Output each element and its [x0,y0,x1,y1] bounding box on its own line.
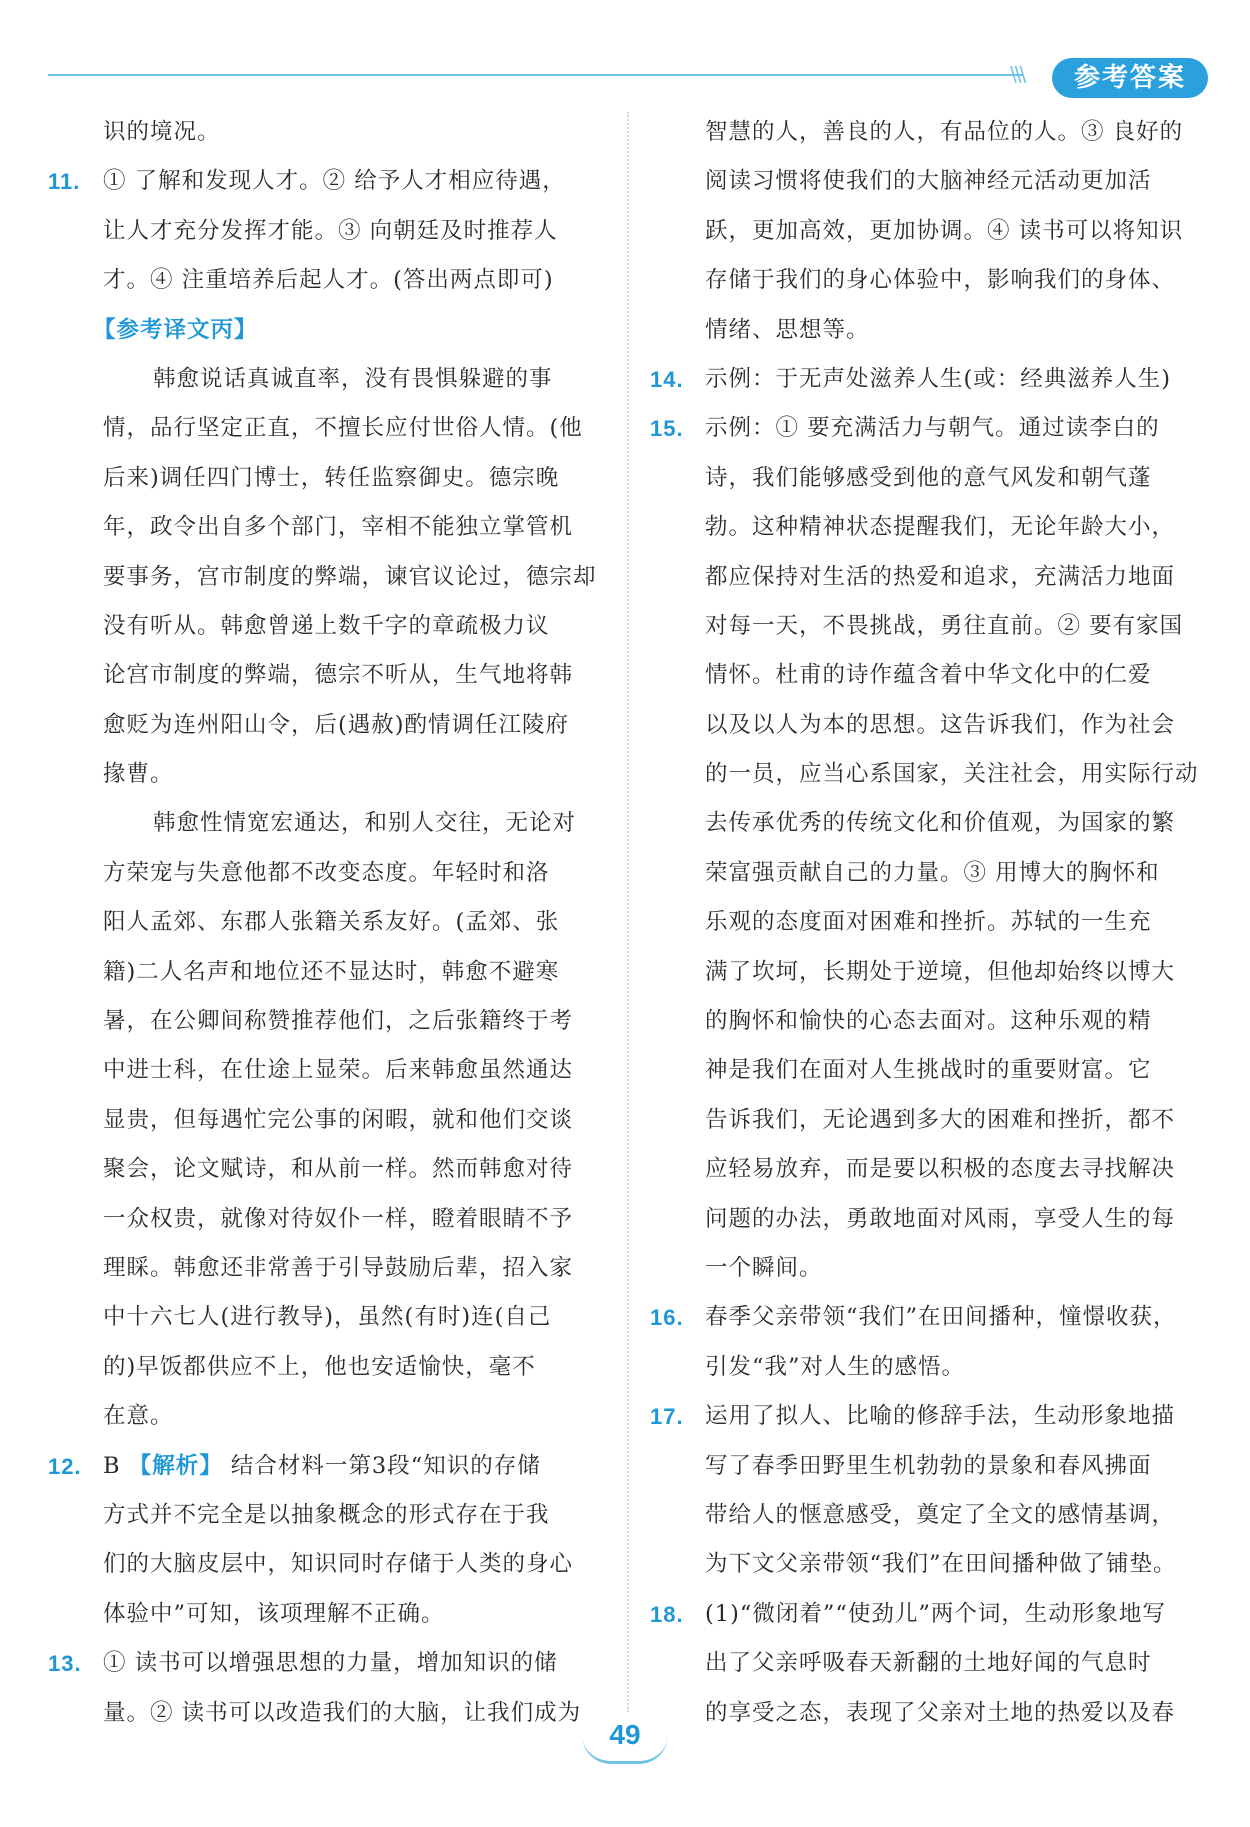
line-text: 在意。 [103,1403,174,1430]
line-text: 以及以人为本的思想。这告诉我们，作为社会 [705,711,1176,738]
line-text: 情怀。杜甫的诗作蕴含着中华文化中的仁爱 [705,662,1152,689]
line-text: (1)“微闭着”“使劲儿”两个词，生动形象地写 [705,1600,1166,1627]
line-text: 没有听从。韩愈曾递上数千字的章疏极力议 [103,612,550,639]
right-column [650,108,1210,1738]
answer-number: 16. [650,1305,684,1331]
line-text: 情绪、思想等。 [705,316,870,343]
line-text: 韩愈说话真诚直率，没有畏惧躲避的事 [153,365,553,392]
line-text: 勃。这种精神状态提醒我们，无论年龄大小， [705,514,1176,541]
line-text: 智慧的人，善良的人，有品位的人。③ 良好的 [705,119,1184,145]
line-text: 掾曹。 [103,761,174,788]
text-line [48,1244,603,1293]
translation-heading [48,306,603,355]
line-text: 后来)调任四门博士，转任监察御史。德宗晚 [103,464,560,491]
text-line [650,256,1210,305]
text-line [650,503,1210,552]
line-text: 为下文父亲带领“我们”在田间播种做了铺垫。 [705,1551,1177,1578]
text-line [650,997,1210,1046]
line-text: 都应保持对生活的热爱和追求，充满活力地面 [705,563,1176,590]
line-text: 引发“我”对人生的感悟。 [705,1353,966,1380]
text-line [650,602,1210,651]
line-text: 的)早饭都供应不上，他也安适愉快，毫不 [103,1353,536,1380]
text-line [48,1392,603,1441]
answer-item [650,1392,1210,1441]
line-text: 满了坎坷，长期处于逆境，但他却始终以博大 [705,958,1176,985]
text-line [48,750,603,799]
left-column [48,108,603,1738]
answer-item [650,1293,1210,1342]
text-line [48,1096,603,1145]
text-line [650,1145,1210,1194]
line-text: 识的境况。 [103,119,221,145]
line-text: ① 读书可以增强思想的力量，增加知识的储 [103,1650,558,1677]
text-line [48,1540,603,1589]
line-text: 示例：① 要充满活力与朝气。通过读李白的 [705,415,1160,442]
line-text: 的胸怀和愉快的心态去面对。这种乐观的精 [705,1008,1152,1035]
line-text: 的享受之态，表现了父亲对土地的热爱以及春 [705,1699,1176,1726]
text-line [48,1293,603,1342]
answer-item [48,1442,603,1491]
line-text: 春季父亲带领“我们”在田间播种，憧憬收获， [705,1304,1177,1331]
text-line [650,701,1210,750]
text-line [650,1540,1210,1589]
line-text: 诗，我们能够感受到他的意气风发和朝气蓬 [705,464,1152,491]
paragraph-start-line [48,355,603,404]
line-text: 荣富强贡献自己的力量。③ 用博大的胸怀和 [705,859,1160,886]
text-line [48,1046,603,1095]
text-line [650,948,1210,997]
answer-badge: 参考答案 [1052,58,1208,98]
line-text: 的一员，应当心系国家，关注社会，用实际行动 [705,761,1199,788]
answer-item [650,404,1210,453]
text-line [650,849,1210,898]
text-line [48,207,603,256]
line-text: 才。④ 注重培养后起人才。(答出两点即可) [103,267,554,294]
line-text: 韩愈性情宽宏通达，和别人交往，无论对 [153,810,577,837]
line-text: 中进士科，在仕途上显荣。后来韩愈虽然通达 [103,1057,574,1084]
line-text: 们的大脑皮层中，知识同时存储于人类的身心 [103,1551,574,1578]
paragraph-start-line [48,799,603,848]
text-line [48,1145,603,1194]
text-line [650,1639,1210,1688]
text-line [650,553,1210,602]
answer-item [48,157,603,206]
text-line [48,651,603,700]
text-line [48,849,603,898]
text-line [650,1491,1210,1540]
text-line [650,898,1210,947]
line-text: 神是我们在面对人生挑战时的重要财富。它 [705,1057,1152,1084]
text-line [650,306,1210,355]
line-text: 对每一天，不畏挑战，勇往直前。② 要有家国 [705,612,1184,639]
line-text: 籍)二人名声和地位还不显达时，韩愈不避寒 [103,958,560,985]
text-line [48,701,603,750]
line-text: 论宫市制度的弊端，德宗不听从，生气地将韩 [103,662,574,689]
text-line [650,1689,1210,1738]
header-ticks: \\\ [1010,62,1025,86]
answer-number: 12. [48,1453,82,1479]
line-text: 跃，更加高效，更加协调。④ 读书可以将知识 [705,217,1184,244]
line-text: 方式并不完全是以抽象概念的形式存在于我 [103,1501,550,1528]
line-text: 方荣宠与失意他都不改变态度。年轻时和洛 [103,859,550,886]
text-line [650,207,1210,256]
line-text: 运用了拟人、比喻的修辞手法，生动形象地描 [705,1403,1176,1430]
text-line [48,1590,603,1639]
line-text: 出了父亲呼吸春天新翻的土地好闻的气息时 [705,1650,1152,1677]
text-line [650,651,1210,700]
answer-number: 17. [650,1404,684,1430]
text-line [650,108,1210,157]
text-line [48,1689,603,1738]
line-text: 示例：于无声处滋养人生(或：经典滋养人生) [705,365,1172,392]
text-line [48,256,603,305]
analysis-tag: 【解析】 [128,1452,223,1479]
answer-choice: B [103,1452,121,1479]
header-line [48,74,1023,76]
text-line [650,1244,1210,1293]
line-text: 暑，在公卿间称赞推荐他们，之后张籍终于考 [103,1008,574,1035]
line-text: 量。② 读书可以改造我们的大脑，让我们成为 [103,1699,582,1726]
line-text: 愈贬为连州阳山令，后(遇赦)酌情调任江陵府 [103,711,570,738]
line-text: 年，政令出自多个部门，宰相不能独立掌管机 [103,514,574,541]
line-text: ① 了解和发现人才。② 给予人才相应待遇， [103,168,566,195]
line-text: 问题的办法，勇敢地面对风雨，享受人生的每 [705,1205,1176,1232]
text-line [48,1343,603,1392]
text-line [48,898,603,947]
answer-number: 14. [650,366,684,392]
line-text: 乐观的态度面对困难和挫折。苏轼的一生充 [705,909,1152,936]
line-text: 阅读习惯将使我们的大脑神经元活动更加活 [705,168,1152,195]
line-text: 一个瞬间。 [705,1254,823,1281]
text-line [48,997,603,1046]
answer-number: 15. [650,416,684,442]
line-text: 结合材料一第3段“知识的存储 [230,1452,541,1479]
line-text: 写了春季田野里生机勃勃的景象和春风拂面 [705,1452,1152,1479]
answer-number: 13. [48,1651,82,1677]
column-divider [627,112,629,1712]
text-line [48,108,603,157]
text-line [650,1195,1210,1244]
text-line [48,553,603,602]
line-text: 理睬。韩愈还非常善于引导鼓励后辈，招入家 [103,1254,574,1281]
text-line [48,404,603,453]
line-text: 带给人的惬意感受，奠定了全文的感情基调， [705,1501,1176,1528]
text-line [48,503,603,552]
text-line [650,799,1210,848]
page-number: 49 [609,1719,641,1750]
answer-item [650,355,1210,404]
answer-item [48,1639,603,1688]
text-line [650,1046,1210,1095]
line-text: 【参考译文丙】 [93,316,258,343]
text-line [650,1343,1210,1392]
text-line [48,1195,603,1244]
line-text: 情，品行坚定正直，不擅长应付世俗人情。(他 [103,415,583,442]
line-text: 体验中”可知，该项理解不正确。 [103,1600,445,1627]
answer-number: 18. [650,1601,684,1627]
text-line [650,750,1210,799]
line-text: 告诉我们，无论遇到多大的困难和挫折，都不 [705,1106,1176,1133]
text-line [650,1096,1210,1145]
line-text: 阳人孟郊、东郡人张籍关系友好。(孟郊、张 [103,909,560,936]
line-text: 一众权贵，就像对待奴仆一样，瞪着眼睛不予 [103,1205,574,1232]
text-line [48,454,603,503]
text-line [48,602,603,651]
line-text: 显贵，但每遇忙完公事的闲暇，就和他们交谈 [103,1106,574,1133]
line-text: 聚会，论文赋诗，和从前一样。然而韩愈对待 [103,1156,574,1183]
text-line [48,1491,603,1540]
line-text: 去传承优秀的传统文化和价值观，为国家的繁 [705,810,1176,837]
text-line [650,157,1210,206]
line-text: 存储于我们的身心体验中，影响我们的身体、 [705,267,1176,294]
answer-item [650,1590,1210,1639]
text-line [650,454,1210,503]
line-text: 中十六七人(进行教导)，虽然(有时)连(自己 [103,1304,552,1331]
line-text: 应轻易放弃，而是要以积极的态度去寻找解决 [705,1156,1176,1183]
line-text: 要事务，宫市制度的弊端，谏官议论过，德宗却 [103,563,597,590]
text-line [48,948,603,997]
line-text: 让人才充分发挥才能。③ 向朝廷及时推荐人 [103,217,558,244]
answer-number: 11. [48,169,81,195]
text-line [650,1442,1210,1491]
